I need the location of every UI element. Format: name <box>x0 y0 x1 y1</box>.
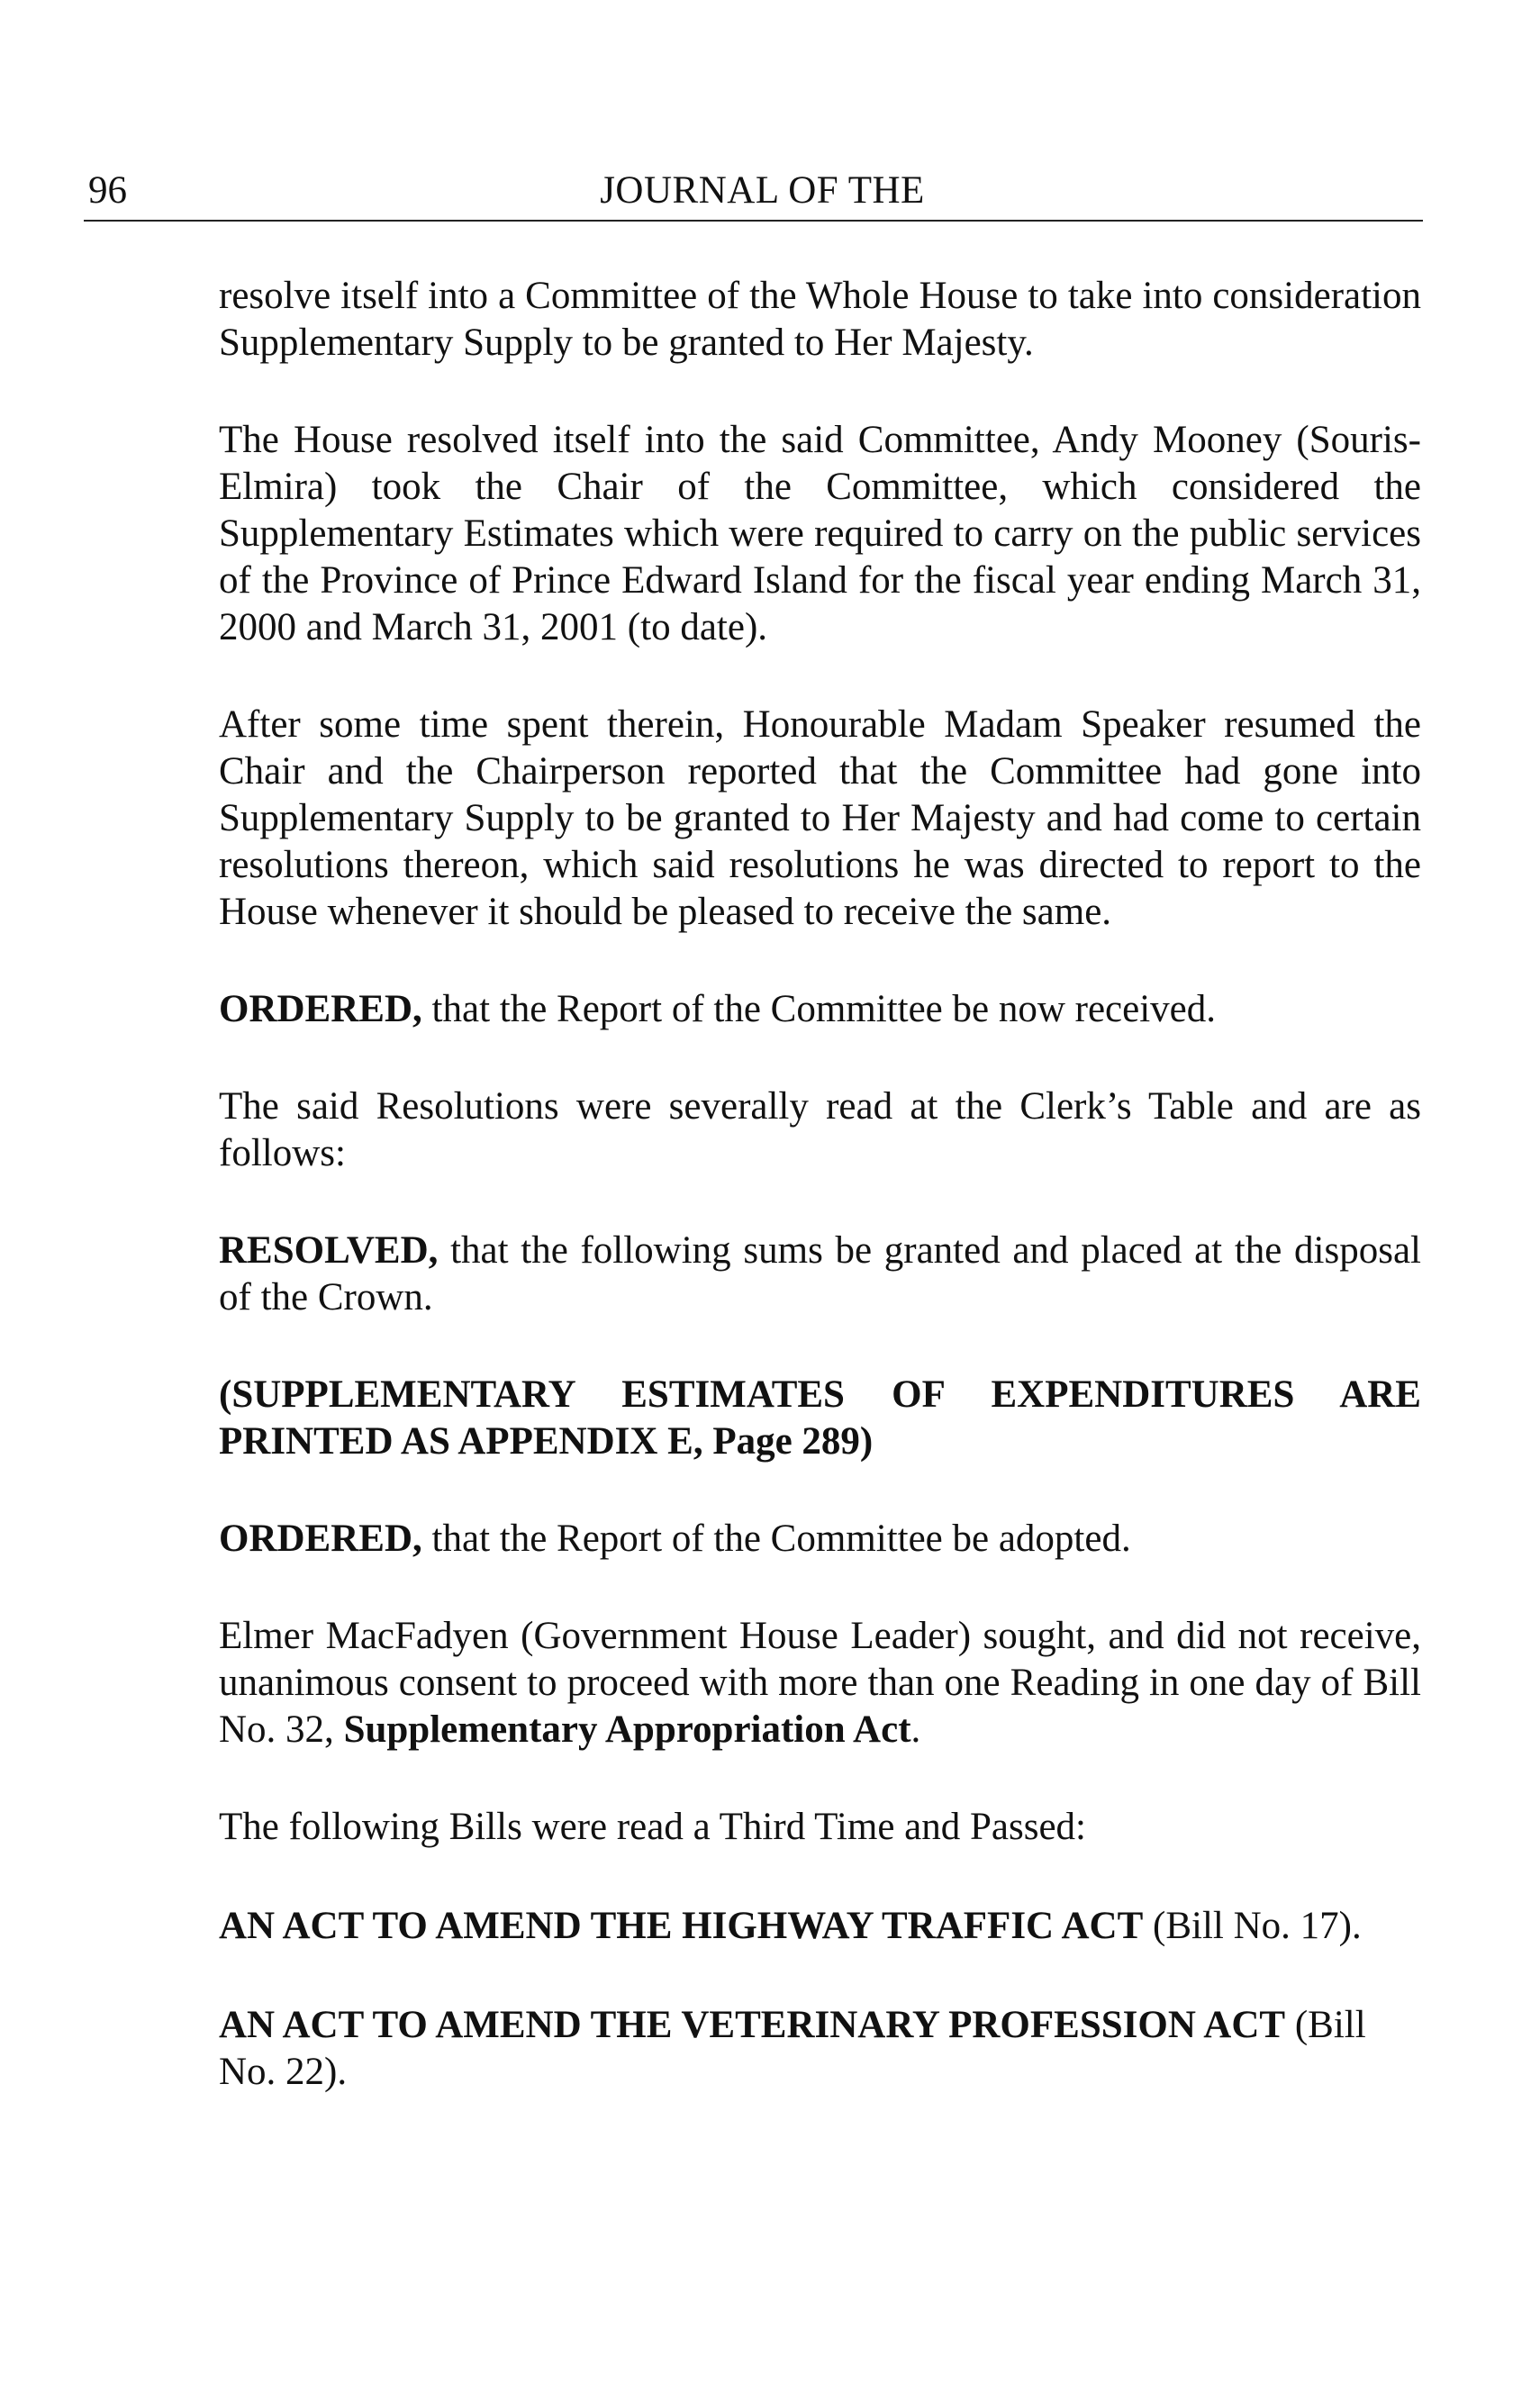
paragraph-committee-resolve: resolve itself into a Committee of the Whole House to take into consideration Supplementary Supply to be granted to Her Majesty. <box>219 275 1421 364</box>
page-body <box>219 273 1421 2096</box>
paragraph-bills-passed: The following Bills were read a Third Time and Passed: <box>219 1806 1086 1848</box>
paragraph-unanimous-consent <box>219 1613 1421 1753</box>
highway-act-title: AN ACT TO AMEND THE HIGHWAY TRAFFIC ACT <box>219 1905 1144 1947</box>
resolved-label: RESOLVED, <box>219 1229 439 1272</box>
ordered-adopted-label: ORDERED, <box>219 1518 422 1560</box>
page-header <box>84 164 1423 222</box>
paragraph-speaker-resumed: After some time spent therein, Honourable Madam Speaker resumed the Chair and the Chairperson reported that the Committee had gone into Supplementary Supply to be granted to Her Majesty and had come to certain resolutions thereon, which said resolutions he was directed to report to the House whenever it should be pleased to receive the same. <box>219 703 1421 933</box>
veterinary-act-title: AN ACT TO AMEND THE VETERINARY PROFESSION ACT <box>219 2004 1286 2046</box>
consent-text: Elmer MacFadyen (Government House Leader) sought, and did not receive, unanimous consent to proceed with more than one Reading in one day of Bill No. 32, <box>219 1615 1421 1751</box>
resolved-text: that the following sums be granted and placed at the disposal of the Crown. <box>219 1229 1421 1318</box>
consent-end: . <box>910 1708 921 1751</box>
running-head: JOURNAL OF THE <box>600 169 925 212</box>
paragraph-resolved <box>219 1228 1421 1321</box>
ordered-adopted-text: that the Report of the Committee be adopted. <box>421 1518 1131 1560</box>
paragraph-highway-traffic-act <box>219 1903 1421 1950</box>
ordered-text: that the Report of the Committee be now received. <box>421 988 1217 1030</box>
ordered-label: ORDERED, <box>219 988 422 1030</box>
paragraph-ordered-adopted <box>219 1516 1421 1563</box>
paragraph-appendix-note: (SUPPLEMENTARY ESTIMATES OF EXPENDITURES ARE PRINTED AS APPENDIX E, Page 289) <box>219 1373 1421 1463</box>
veterinary-act-bill: (Bill No. 22). <box>219 2004 1366 2093</box>
page-number: 96 <box>88 169 127 212</box>
paragraph-resolutions-read: The said Resolutions were severally read at the Clerk’s Table and are as follows: <box>219 1085 1421 1174</box>
paragraph-ordered-received <box>219 986 1421 1033</box>
bill-title: Supplementary Appropriation Act <box>343 1708 911 1751</box>
paragraph-veterinary-act <box>219 2002 1421 2096</box>
highway-act-bill: (Bill No. 17). <box>1143 1905 1362 1947</box>
paragraph-house-resolved: The House resolved itself into the said Committee, Andy Mooney (Souris-Elmira) took the Chair of the Committee, which considered the Supplementary Estimates which were required to carry on the public services of the Province of Prince Edward Island for the fiscal year ending March 31, 2000 and March 31, 2001 (to date). <box>219 419 1421 648</box>
